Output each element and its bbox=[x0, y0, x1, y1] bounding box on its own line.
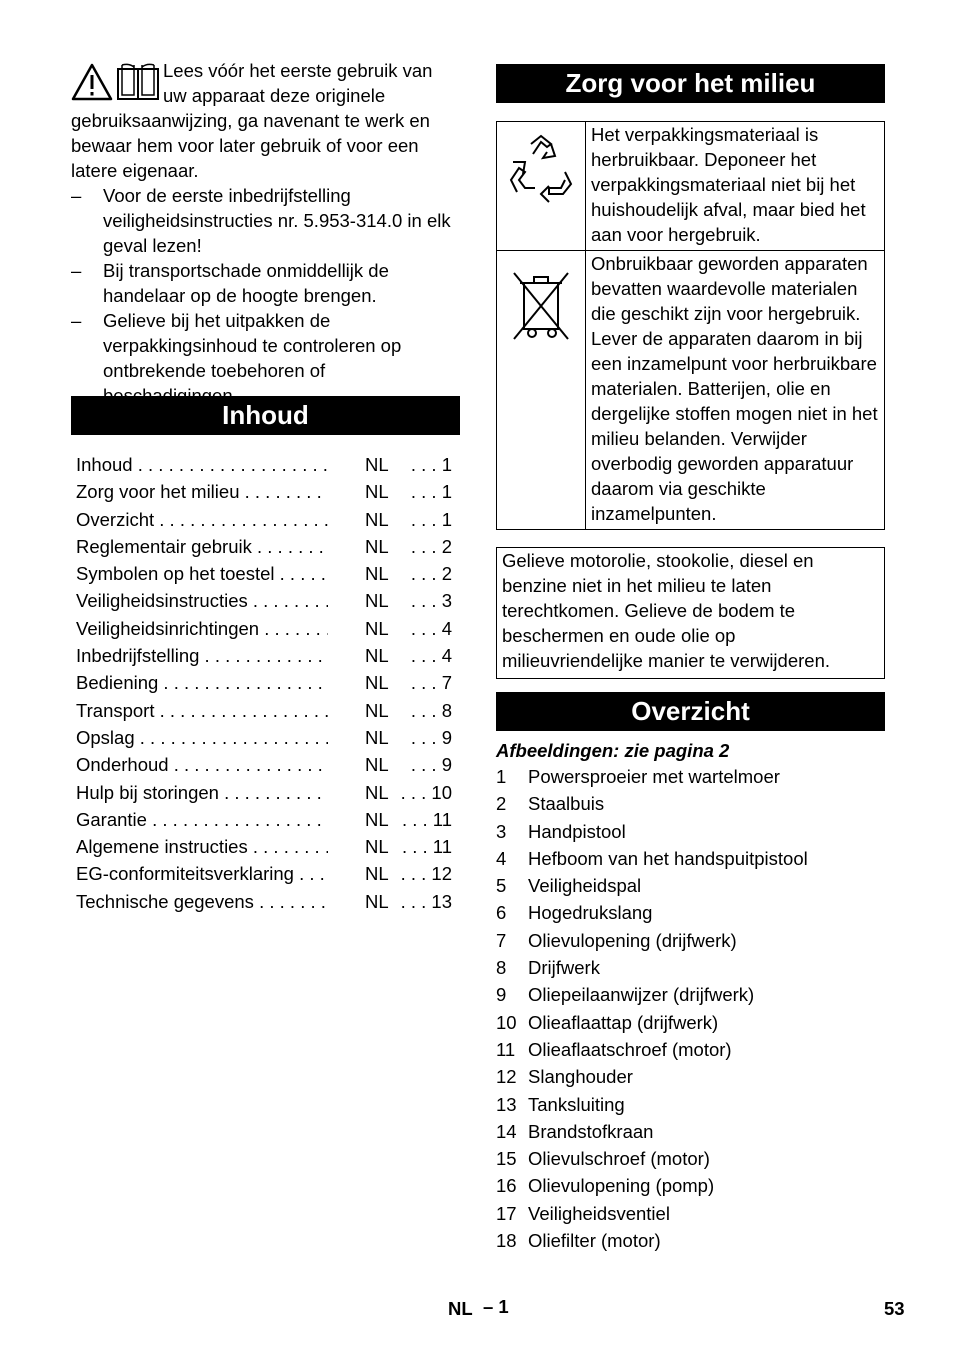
list-item bbox=[496, 1172, 885, 1199]
toc-entry-page: . . . 1 bbox=[410, 508, 452, 530]
part-label: Drijfwerk bbox=[528, 957, 600, 979]
part-number: 1 bbox=[496, 766, 507, 787]
toc-entry-title: Algemene instructies . . . bbox=[76, 833, 328, 860]
part-label: Oliefilter (motor) bbox=[528, 1230, 661, 1252]
toc-entry-lang: NL bbox=[365, 617, 389, 639]
warning-triangle-icon bbox=[71, 62, 163, 102]
footer-language: NL bbox=[448, 1298, 473, 1319]
table-row bbox=[497, 122, 885, 251]
toc-entry-lang: NL bbox=[365, 726, 389, 748]
toc-entry bbox=[76, 860, 460, 887]
part-label: Olievulschroef (motor) bbox=[528, 1148, 710, 1170]
part-number: 12 bbox=[496, 1066, 517, 1088]
part-number: 14 bbox=[496, 1120, 517, 1142]
toc-entry-lang: NL bbox=[365, 563, 389, 585]
list-item: – Bij transportschade onmiddellijk de handelaar op de hoogte brengen. bbox=[71, 260, 389, 306]
part-label: Slanghouder bbox=[528, 1066, 633, 1088]
list-item bbox=[496, 1063, 885, 1090]
toc-entry-page: . . . 10 bbox=[400, 781, 452, 803]
part-label: Olievulopening (drijfwerk) bbox=[528, 929, 737, 951]
list-item bbox=[496, 1227, 885, 1254]
toc-entry-lang: NL bbox=[365, 808, 389, 830]
toc-entry bbox=[76, 533, 460, 560]
part-label: Hogedrukslang bbox=[528, 902, 653, 924]
table-of-contents bbox=[76, 451, 460, 915]
toc-entry-page: . . . 1 bbox=[410, 454, 452, 475]
toc-entry-page: . . . 1 bbox=[410, 481, 452, 503]
list-item bbox=[496, 790, 885, 817]
toc-entry-lang: NL bbox=[365, 699, 389, 721]
toc-entry-page: . . . 2 bbox=[410, 535, 452, 557]
toc-entry-page: . . . 3 bbox=[410, 590, 452, 612]
toc-entry bbox=[76, 833, 460, 860]
list-item bbox=[496, 763, 885, 790]
toc-entry-page: . . . 4 bbox=[410, 617, 452, 639]
toc-entry-page: . . . 7 bbox=[410, 672, 452, 694]
toc-entry-title: Symbolen op het toestel . . . bbox=[76, 560, 328, 587]
list-item bbox=[496, 1091, 885, 1118]
figure-reference: Afbeeldingen: zie pagina 2 bbox=[496, 740, 730, 761]
toc-entry-title: Inbedrijfstelling . . . bbox=[76, 642, 328, 669]
oil-note-box: Gelieve motorolie, stookolie, diesel en benzine niet in het milieu te laten terechtkomen. Gelieve de bodem te beschermen en oude olie op milieuvriendelijke manier te verwijderen. bbox=[496, 547, 885, 679]
toc-entry-page: . . . 12 bbox=[400, 863, 452, 885]
footer-page-number: – 1 bbox=[483, 1296, 509, 1317]
toc-entry-lang: NL bbox=[365, 454, 389, 475]
intro-icons bbox=[71, 62, 163, 106]
toc-entry-page: . . . 2 bbox=[410, 563, 452, 585]
toc-entry bbox=[76, 560, 460, 587]
part-label: Veiligheidsventiel bbox=[528, 1202, 670, 1224]
toc-entry-lang: NL bbox=[365, 481, 389, 503]
part-number: 16 bbox=[496, 1175, 517, 1197]
toc-entry-page: . . . 9 bbox=[410, 754, 452, 776]
part-label: Olievulopening (pomp) bbox=[528, 1175, 715, 1197]
part-number: 18 bbox=[496, 1230, 517, 1252]
intro-text: Lees vóór het eerste gebruik van uw apparaat deze originele gebruiksaanwijzing, ga navenant te werk en bewaar hem voor later gebruik of voor een latere eigenaar. bbox=[71, 60, 433, 181]
list-item bbox=[496, 1118, 885, 1145]
book-icon bbox=[118, 64, 158, 99]
toc-entry-title: Zorg voor het milieu . . . bbox=[76, 478, 328, 505]
toc-entry-lang: NL bbox=[365, 863, 389, 885]
list-item: – Voor de eerste inbedrijfstelling veiligheidsinstructies nr. 5.953-314.0 in elk geval lezen! bbox=[71, 185, 451, 256]
part-number: 15 bbox=[496, 1148, 517, 1170]
toc-heading: Inhoud bbox=[71, 396, 460, 435]
toc-entry bbox=[76, 751, 460, 778]
toc-entry-lang: NL bbox=[365, 754, 389, 776]
environment-heading: Zorg voor het milieu bbox=[496, 64, 885, 103]
toc-entry-title: Transport . . . bbox=[76, 697, 328, 724]
list-item bbox=[496, 981, 885, 1008]
list-item bbox=[496, 1009, 885, 1036]
toc-entry-title: Veiligheidsinrichtingen . . . bbox=[76, 615, 328, 642]
toc-entry-page: . . . 4 bbox=[410, 645, 452, 667]
list-item bbox=[496, 954, 885, 981]
toc-entry-lang: NL bbox=[365, 590, 389, 612]
toc-entry-page: . . . 11 bbox=[401, 808, 452, 830]
toc-entry-title: EG-conformiteitsverklaring . . . bbox=[76, 860, 328, 887]
toc-entry bbox=[76, 478, 460, 505]
toc-entry bbox=[76, 888, 460, 915]
part-label: Olieaflaattap (drijfwerk) bbox=[528, 1011, 719, 1033]
list-item bbox=[496, 845, 885, 872]
toc-entry-title: Garantie . . . bbox=[76, 806, 328, 833]
list-item: – Gelieve bij het uitpakken de verpakkingsinhoud te controleren op ontbrekende toebehoren of bbox=[71, 310, 402, 381]
toc-entry bbox=[76, 724, 460, 751]
part-label: Oliepeilaanwijzer (drijfwerk) bbox=[528, 984, 755, 1006]
toc-entry-lang: NL bbox=[365, 781, 389, 803]
disposal-text: Onbruikbaar geworden apparaten bevatten waardevolle materialen die geschikt zijn voor hergebruik. Lever de apparaten daarom in bij een inzamelpunt voor herbruikbare materialen. Batterijen, olie en dergelijke stoffen mogen niet in het milieu belanden. Verwijder overbodig geworden apparatuur daarom via geschikte inzamelpunten. bbox=[586, 251, 885, 530]
part-number: 4 bbox=[496, 847, 507, 869]
toc-entry-title: Bediening . . . bbox=[76, 669, 328, 696]
toc-entry bbox=[76, 697, 460, 724]
toc-entry-title: Opslag . . . bbox=[76, 724, 328, 751]
toc-entry-lang: NL bbox=[365, 535, 389, 557]
packaging-text: Het verpakkingsmateriaal is herbruikbaar. Deponeer het verpakkingsmateriaal niet bij het huishoudelijk afval, maar bied het aan voor hergebruik. bbox=[586, 122, 885, 251]
toc-entry-page: . . . 9 bbox=[410, 726, 452, 748]
part-number: 9 bbox=[496, 984, 507, 1006]
toc-entry bbox=[76, 506, 460, 533]
crossed-bin-icon bbox=[506, 265, 576, 345]
toc-entry-title: Veiligheidsinstructies . . . bbox=[76, 587, 328, 614]
part-number: 7 bbox=[496, 929, 507, 951]
intro-section bbox=[71, 58, 460, 408]
toc-entry bbox=[76, 642, 460, 669]
overview-heading: Overzicht bbox=[496, 692, 885, 731]
part-number: 5 bbox=[496, 875, 507, 897]
list-item bbox=[496, 818, 885, 845]
toc-entry-title: Overzicht . . . bbox=[76, 506, 328, 533]
part-number: 3 bbox=[496, 820, 507, 842]
part-number: 11 bbox=[496, 1038, 516, 1060]
part-label: Handpistool bbox=[528, 820, 626, 842]
part-number: 6 bbox=[496, 902, 507, 924]
toc-entry-title: Reglementair gebruik . . . bbox=[76, 533, 328, 560]
toc-entry-lang: NL bbox=[365, 508, 389, 530]
part-number: 2 bbox=[496, 793, 507, 815]
recycle-icon bbox=[503, 132, 579, 212]
intro-bullet-list bbox=[71, 183, 460, 408]
toc-entry bbox=[76, 669, 460, 696]
toc-entry-lang: NL bbox=[365, 645, 389, 667]
part-label: Tanksluiting bbox=[528, 1093, 625, 1115]
toc-entry bbox=[76, 615, 460, 642]
part-label: Brandstofkraan bbox=[528, 1120, 654, 1142]
list-item bbox=[496, 1145, 885, 1172]
table-row bbox=[497, 251, 885, 530]
part-label: Staalbuis bbox=[528, 793, 605, 815]
toc-entry bbox=[76, 806, 460, 833]
toc-entry-lang: NL bbox=[365, 836, 389, 858]
toc-entry bbox=[76, 779, 460, 806]
part-number: 13 bbox=[496, 1093, 517, 1115]
toc-entry-page: . . . 8 bbox=[410, 699, 452, 721]
part-label: Olieaflaatschroef (motor) bbox=[528, 1038, 732, 1060]
list-item bbox=[496, 1200, 885, 1227]
list-item bbox=[496, 899, 885, 926]
toc-entry-title: Inhoud . . . bbox=[76, 451, 328, 478]
parts-list bbox=[496, 763, 885, 1254]
toc-entry-title: Hulp bij storingen . . . bbox=[76, 779, 328, 806]
footer-document-page: 53 bbox=[884, 1298, 905, 1319]
list-item bbox=[496, 1036, 885, 1063]
part-label: Hefboom van het handspuitpistool bbox=[528, 847, 808, 869]
list-item bbox=[496, 872, 885, 899]
toc-entry-title: Onderhoud . . . bbox=[76, 751, 328, 778]
part-label: Veiligheidspal bbox=[528, 875, 642, 897]
environment-table bbox=[496, 121, 885, 530]
part-number: 10 bbox=[496, 1011, 517, 1033]
toc-entry-lang: NL bbox=[365, 890, 389, 912]
list-item bbox=[496, 927, 885, 954]
part-number: 8 bbox=[496, 957, 507, 979]
part-label: Powersproeier met wartelmoer bbox=[528, 766, 780, 787]
part-number: 17 bbox=[496, 1202, 517, 1224]
toc-entry-title: Technische gegevens . . . bbox=[76, 888, 328, 915]
toc-entry-page: . . . 11 bbox=[401, 836, 452, 858]
toc-entry-lang: NL bbox=[365, 672, 389, 694]
toc-entry bbox=[76, 587, 460, 614]
toc-entry-page: . . . 13 bbox=[400, 890, 452, 912]
toc-entry bbox=[76, 451, 460, 478]
